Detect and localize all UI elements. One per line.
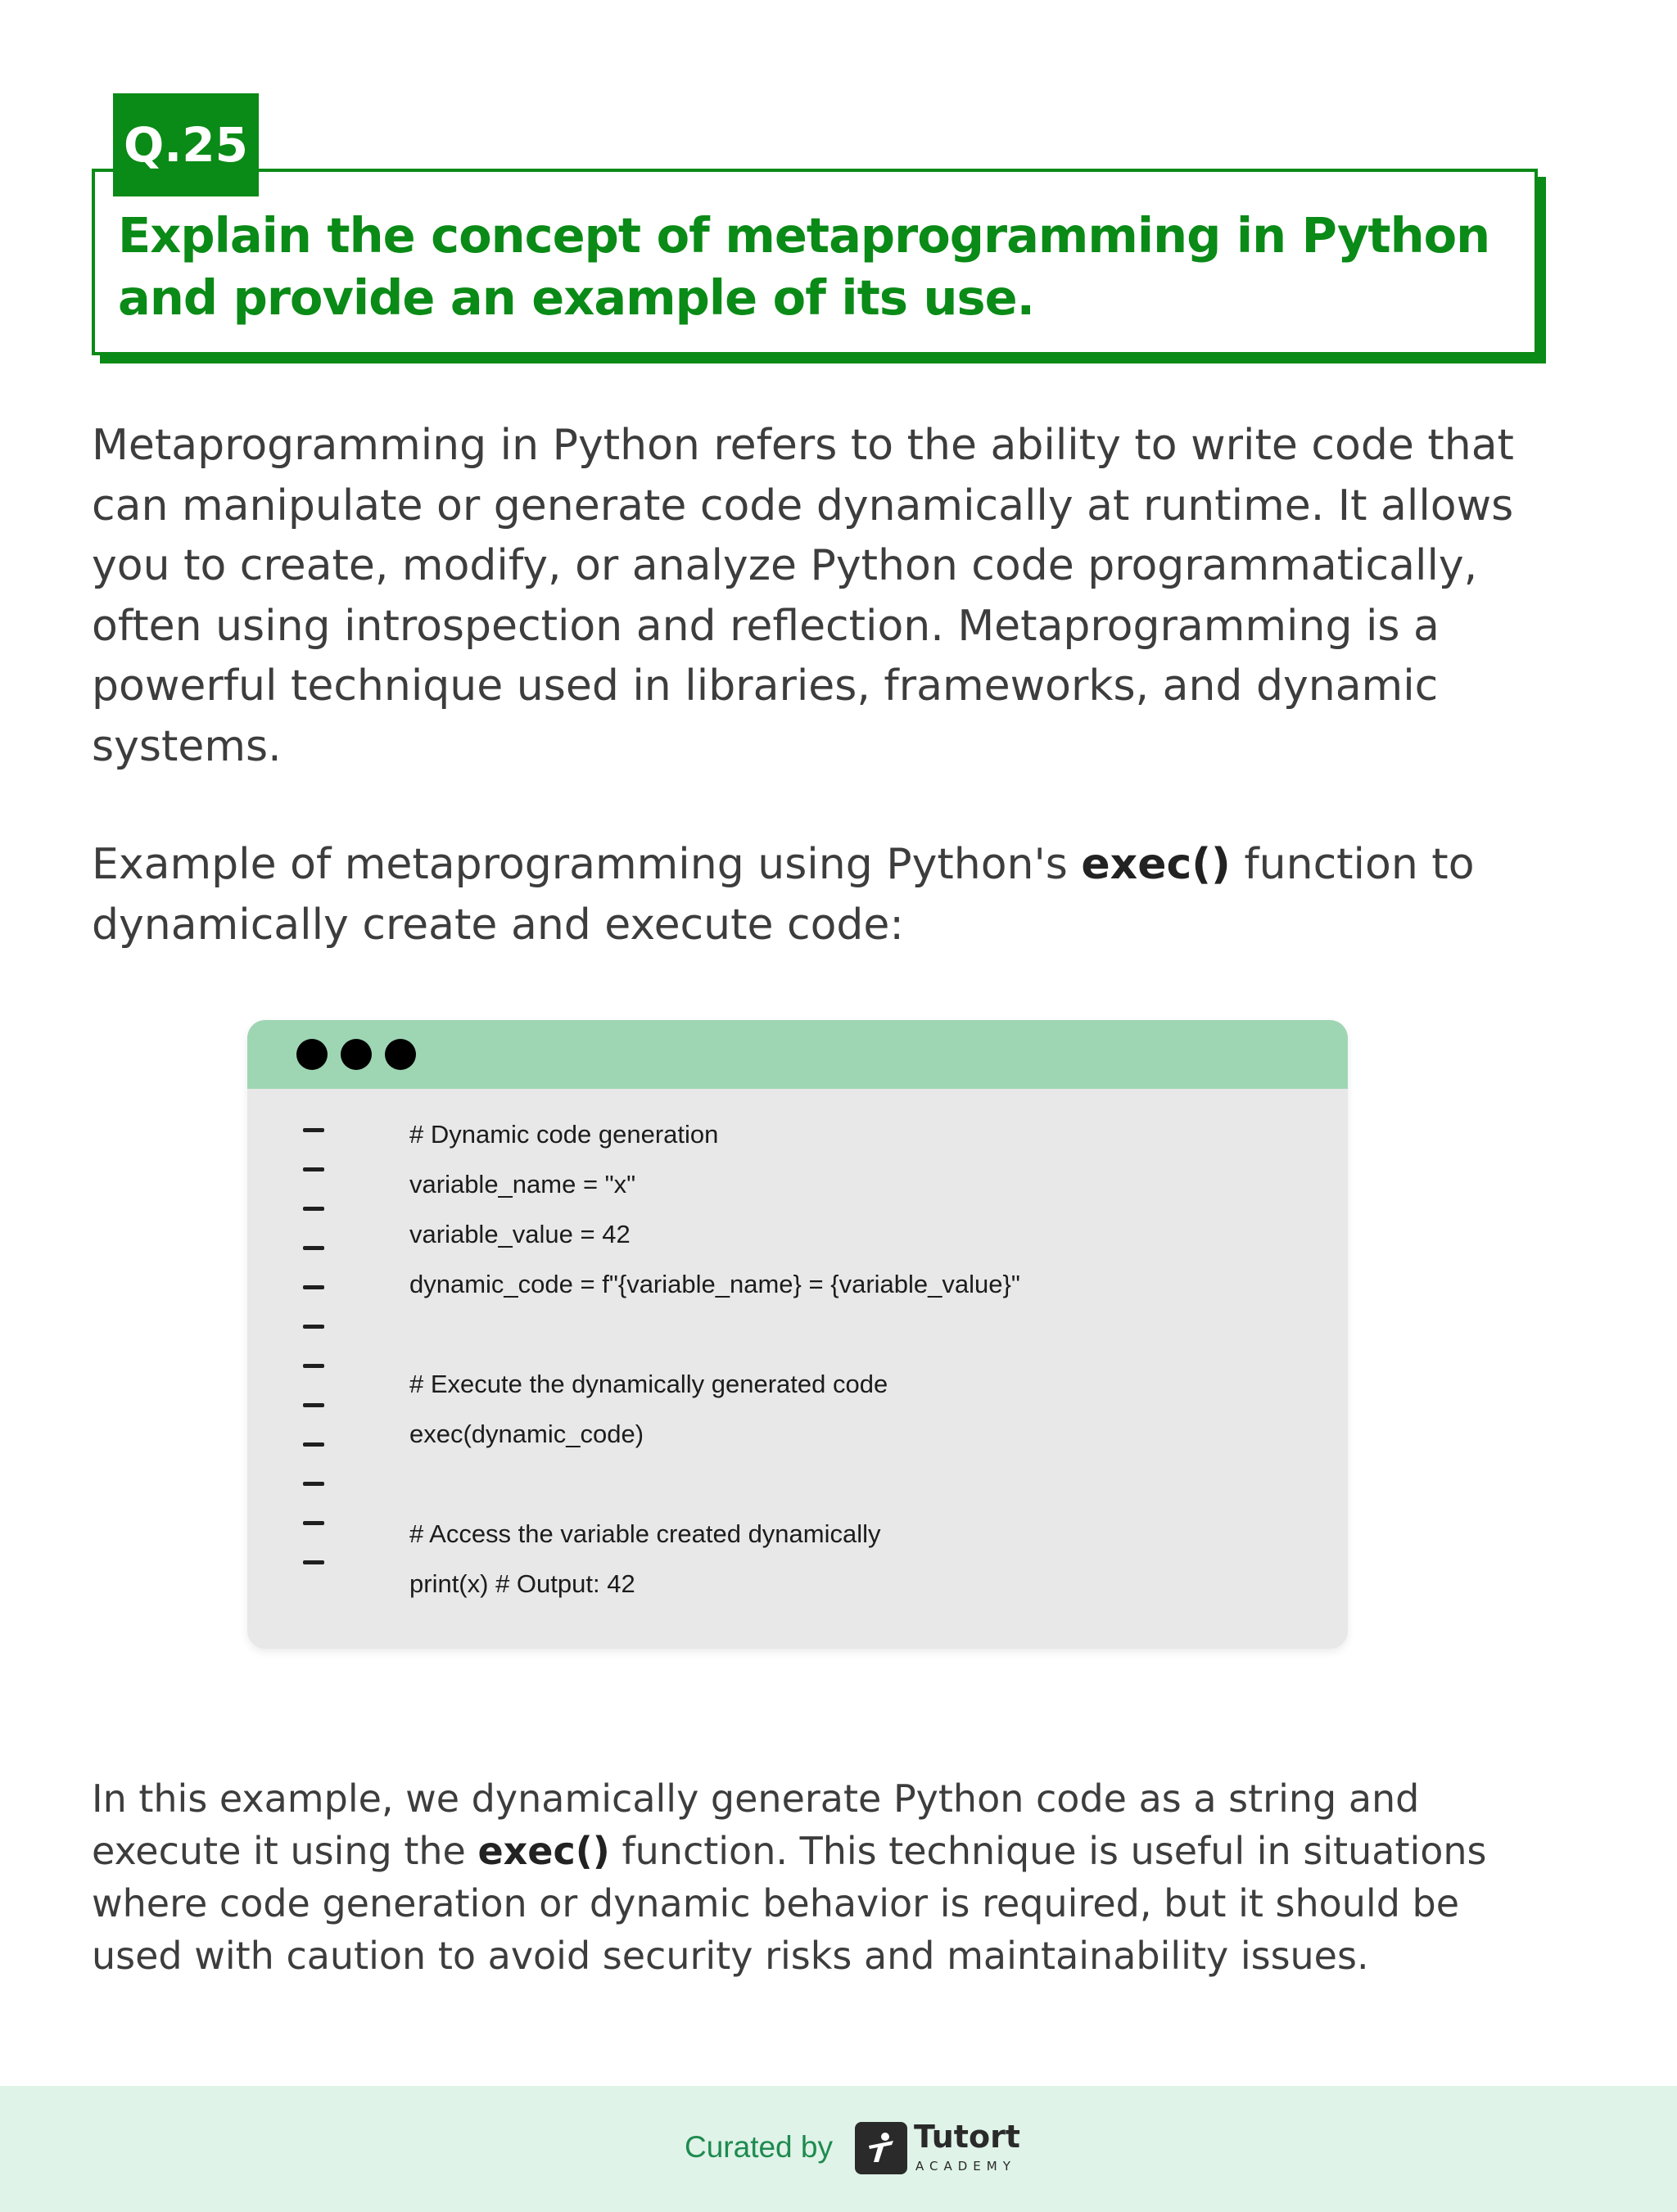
code-line: exec(dynamic_code) bbox=[409, 1420, 644, 1448]
code-line: # Dynamic code generation bbox=[409, 1120, 719, 1149]
conclusion-paragraph bbox=[92, 1772, 1566, 1982]
code-line: print(x) # Output: 42 bbox=[409, 1569, 635, 1598]
line-gutter-mark bbox=[303, 1364, 324, 1368]
line-gutter-mark bbox=[303, 1482, 324, 1486]
exec-keyword: exec() bbox=[477, 1829, 610, 1873]
code-line: # Access the variable created dynamically bbox=[409, 1519, 881, 1548]
example-intro-text: function to bbox=[1230, 840, 1475, 889]
conclusion-line bbox=[92, 1825, 1566, 1877]
line-gutter-mark bbox=[303, 1167, 324, 1171]
code-line: # Execute the dynamically generated code bbox=[409, 1370, 888, 1398]
conclusion-line: where code generation or dynamic behavior is required, but it should be bbox=[92, 1881, 1460, 1925]
intro-paragraph bbox=[92, 416, 1566, 777]
code-window-header bbox=[247, 1020, 1348, 1089]
intro-line: you to create, modify, or analyze Python code programmatically, bbox=[92, 541, 1478, 590]
window-dot-icon bbox=[296, 1039, 328, 1070]
question-title bbox=[118, 205, 1535, 329]
question-box bbox=[92, 169, 1538, 355]
curated-by-label: Curated by bbox=[685, 2130, 833, 2164]
intro-line: can manipulate or generate code dynamically at runtime. It allows bbox=[92, 481, 1514, 530]
conclusion-line: used with caution to avoid security risks and maintainability issues. bbox=[92, 1934, 1369, 1978]
line-gutter-mark bbox=[303, 1128, 324, 1132]
intro-line: systems. bbox=[92, 721, 282, 771]
line-gutter-mark bbox=[303, 1325, 324, 1329]
code-snippet-card bbox=[247, 1020, 1348, 1649]
example-intro-line-1 bbox=[92, 835, 1566, 896]
window-dot-icon bbox=[385, 1039, 416, 1070]
line-gutter-mark bbox=[303, 1560, 324, 1564]
question-title-line-2: and provide an example of its use. bbox=[118, 269, 1035, 326]
window-dot-icon bbox=[341, 1039, 372, 1070]
question-title-line-1: Explain the concept of metaprogramming in Python bbox=[118, 207, 1490, 264]
conclusion-line: In this example, we dynamically generate Python code as a string and bbox=[92, 1776, 1420, 1821]
question-number-badge bbox=[113, 93, 259, 196]
line-gutter-mark bbox=[303, 1285, 324, 1289]
conclusion-text: execute it using the bbox=[92, 1829, 478, 1873]
conclusion-text: function. This technique is useful in situations bbox=[609, 1829, 1487, 1873]
code-line: variable_value = 42 bbox=[409, 1220, 631, 1248]
example-intro-text: Example of metaprogramming using Python's bbox=[92, 840, 1082, 889]
line-gutter-mark bbox=[303, 1403, 324, 1407]
line-gutter-mark bbox=[303, 1207, 324, 1211]
exec-keyword: exec() bbox=[1081, 840, 1231, 889]
brand-subtitle: ACADEMY bbox=[915, 2159, 1016, 2174]
line-gutter-mark bbox=[303, 1246, 324, 1250]
code-line: dynamic_code = f"{variable_name} = {variable_value}" bbox=[409, 1270, 1020, 1298]
question-number: Q.25 bbox=[123, 117, 249, 173]
line-gutter-mark bbox=[303, 1521, 324, 1525]
intro-line: Metaprogramming in Python refers to the ability to write code that bbox=[92, 421, 1514, 470]
line-gutter-mark bbox=[303, 1442, 324, 1447]
intro-line: powerful technique used in libraries, frameworks, and dynamic bbox=[92, 661, 1439, 711]
example-intro-paragraph bbox=[92, 835, 1566, 955]
tutort-logo-icon bbox=[855, 2122, 907, 2174]
intro-line: often using introspection and reflection. Metaprogramming is a bbox=[92, 601, 1440, 651]
footer-bar bbox=[0, 2086, 1677, 2212]
code-line: variable_name = "x" bbox=[409, 1170, 636, 1199]
example-intro-line-2: dynamically create and execute code: bbox=[92, 900, 904, 950]
brand-name: Tutort bbox=[914, 2119, 1020, 2155]
